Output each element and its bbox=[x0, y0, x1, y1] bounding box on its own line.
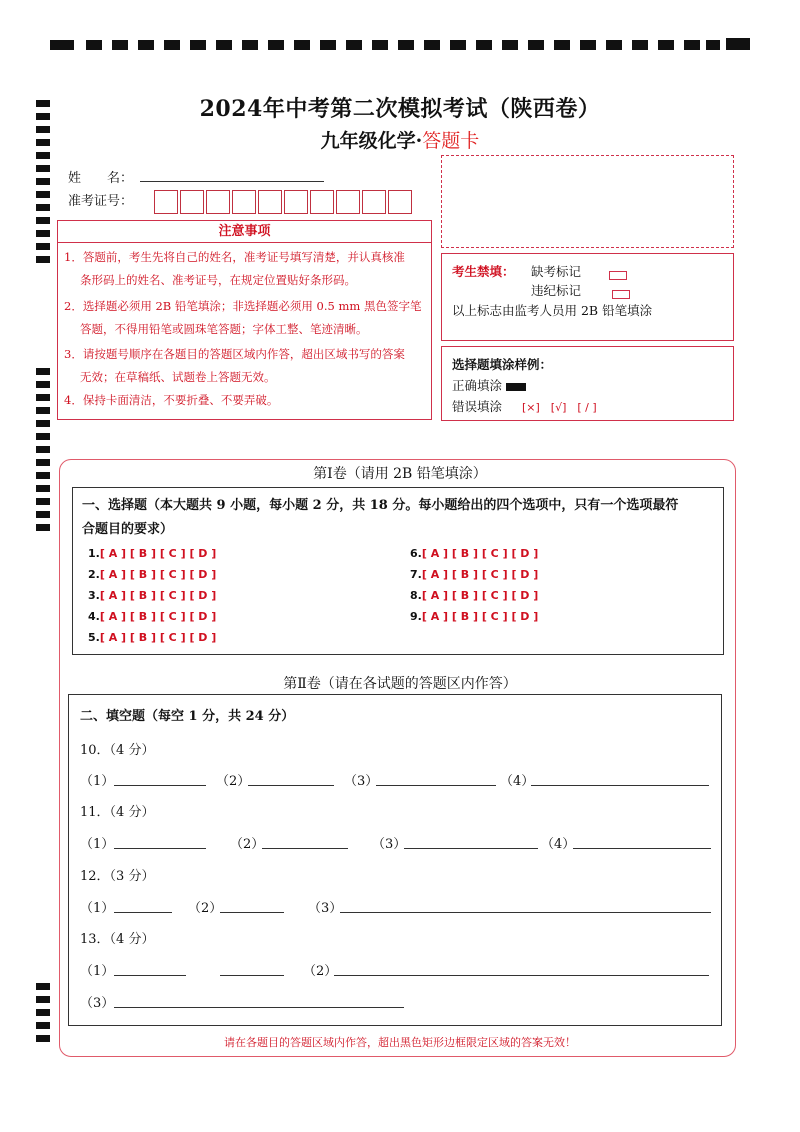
notice-item-4 bbox=[64, 389, 430, 412]
timing-mark bbox=[36, 407, 50, 414]
blank-label-1: （1） bbox=[80, 964, 115, 979]
part2-heading: 第Ⅱ卷（请在各试题的答题区内作答） bbox=[283, 676, 517, 692]
answer-bubbles[interactable]: [ A ] [ B ] [ C ] [ D ] bbox=[99, 631, 217, 644]
notice-line: 无效；在草稿纸、试题卷上答题无效。 bbox=[80, 370, 276, 384]
timing-mark bbox=[684, 40, 700, 50]
absent-mark-label: 缺考标记 bbox=[531, 264, 582, 279]
exam-id-digit-box[interactable] bbox=[284, 190, 308, 214]
page-subtitle bbox=[0, 126, 800, 153]
blank-label-2: （2） bbox=[303, 964, 338, 979]
timing-mark bbox=[36, 420, 50, 427]
correct-fill-text: 正确填涂 bbox=[452, 378, 503, 393]
timing-mark bbox=[706, 40, 720, 50]
exam-id-digit-box[interactable] bbox=[180, 190, 204, 214]
absent-mark-box[interactable] bbox=[609, 265, 627, 284]
blank-label-3: （3） bbox=[344, 774, 379, 789]
q10-blank-3[interactable] bbox=[376, 785, 496, 786]
notice-line: 条形码上的姓名、准考证号，在规定位置贴好条形码。 bbox=[80, 273, 356, 287]
notice-line: 1．答题前，考生先将自己的姓名，准考证号填写清楚，并认真核准 bbox=[64, 250, 405, 264]
timing-mark bbox=[36, 381, 50, 388]
timing-mark bbox=[36, 1022, 50, 1029]
blank-label-3: （3） bbox=[308, 901, 343, 916]
answer-row-5[interactable] bbox=[88, 631, 216, 644]
subtitle-answer-card: 答题卡 bbox=[422, 130, 480, 152]
footer-warning: 请在各题目的答题区域内作答，超出黑色矩形边框限定区域的答案无效！ bbox=[224, 1036, 576, 1049]
question-number: 9. bbox=[410, 610, 422, 623]
timing-mark bbox=[138, 40, 154, 50]
timing-mark bbox=[36, 243, 50, 250]
notice-header-bar bbox=[57, 221, 432, 243]
q11-label: 11．（4 分） bbox=[80, 805, 155, 820]
name-label: 姓 名： bbox=[68, 171, 134, 186]
timing-mark bbox=[36, 368, 50, 375]
answer-bubbles[interactable]: [ A ] [ B ] [ C ] [ D ] bbox=[99, 568, 217, 581]
q10-label: 10．（4 分） bbox=[80, 743, 155, 758]
timing-mark bbox=[36, 256, 50, 263]
exam-id-digit-box[interactable] bbox=[258, 190, 282, 214]
answer-row-3[interactable] bbox=[88, 589, 216, 602]
timing-mark bbox=[36, 1009, 50, 1016]
q13-blank-3[interactable] bbox=[114, 1007, 404, 1008]
timing-mark bbox=[36, 152, 50, 159]
timing-mark bbox=[554, 40, 570, 50]
q10-blank-4[interactable] bbox=[531, 785, 709, 786]
q11-blank-2[interactable] bbox=[262, 848, 348, 849]
question-number: 8. bbox=[410, 589, 422, 602]
page-title: 2024年中考第二次模拟考试（陕西卷） bbox=[199, 96, 601, 122]
q13-blank-1b[interactable] bbox=[220, 975, 284, 976]
timing-mark bbox=[658, 40, 674, 50]
blank-label-2: （2） bbox=[216, 774, 251, 789]
timing-mark bbox=[50, 40, 74, 50]
barcode-area bbox=[441, 155, 734, 248]
subtitle-main: 九年级化学· bbox=[320, 130, 423, 152]
blank-label-1: （1） bbox=[80, 774, 115, 789]
notice-item-2 bbox=[64, 295, 430, 341]
blank-label-4: （4） bbox=[500, 774, 535, 789]
answer-row-1[interactable] bbox=[88, 547, 216, 560]
exam-id-digit-box[interactable] bbox=[310, 190, 334, 214]
correct-fill-sample bbox=[506, 383, 526, 391]
exam-mark-note: 以上标志由监考人员用 2B 铅笔填涂 bbox=[452, 303, 653, 318]
timing-mark bbox=[164, 40, 180, 50]
part1-heading: 第Ⅰ卷（请用 2B 铅笔填涂） bbox=[313, 466, 487, 482]
timing-mark bbox=[36, 983, 50, 990]
answer-bubbles[interactable]: [ A ] [ B ] [ C ] [ D ] bbox=[99, 610, 217, 623]
notice-heading: 注意事项 bbox=[218, 224, 271, 239]
answer-bubbles[interactable]: [ A ] [ B ] [ C ] [ D ] bbox=[421, 589, 539, 602]
answer-bubbles[interactable]: [ A ] [ B ] [ C ] [ D ] bbox=[421, 547, 539, 560]
notice-line: 4．保持卡面清洁，不要折叠、不要弄破。 bbox=[64, 393, 279, 407]
notice-line: 答题，不得用铅笔或圆珠笔答题；字体工整、笔迹清晰。 bbox=[80, 322, 368, 336]
correct-fill-label bbox=[452, 376, 526, 394]
wrong-fill-label: 错误填涂 bbox=[452, 399, 503, 414]
timing-mark bbox=[606, 40, 622, 50]
question-number: 7. bbox=[410, 568, 422, 581]
timing-mark bbox=[36, 178, 50, 185]
timing-mark bbox=[632, 40, 648, 50]
timing-mark bbox=[346, 40, 362, 50]
answer-row-7[interactable] bbox=[410, 568, 538, 581]
blank-label-1: （1） bbox=[80, 901, 115, 916]
timing-mark bbox=[36, 217, 50, 224]
notice-item-1 bbox=[64, 246, 430, 292]
timing-mark bbox=[36, 446, 50, 453]
timing-mark bbox=[36, 433, 50, 440]
answer-bubbles[interactable]: [ A ] [ B ] [ C ] [ D ] bbox=[421, 568, 539, 581]
blank-label-3: （3） bbox=[372, 837, 407, 852]
q12-blank-3[interactable] bbox=[340, 912, 711, 913]
timing-mark bbox=[476, 40, 492, 50]
exam-id-digit-box[interactable] bbox=[388, 190, 412, 214]
answer-row-6[interactable] bbox=[410, 547, 538, 560]
choice-question-line1: 一、选择题（本大题共 9 小题，每小题 2 分，共 18 分。每小题给出的四个选项中，只有一个选项最符 bbox=[82, 498, 679, 513]
timing-mark bbox=[36, 485, 50, 492]
exam-mark-label: 考生禁填： bbox=[452, 264, 515, 279]
timing-mark bbox=[450, 40, 466, 50]
timing-mark bbox=[36, 394, 50, 401]
timing-mark bbox=[36, 498, 50, 505]
timing-mark bbox=[36, 996, 50, 1003]
timing-mark bbox=[372, 40, 388, 50]
exam-id-digit-box[interactable] bbox=[232, 190, 256, 214]
timing-mark bbox=[528, 40, 544, 50]
timing-mark bbox=[36, 165, 50, 172]
q12-blank-2[interactable] bbox=[220, 912, 284, 913]
choice-question-line2: 合题目的要求） bbox=[82, 522, 174, 537]
timing-mark bbox=[216, 40, 232, 50]
q11-blank-1[interactable] bbox=[114, 848, 206, 849]
blank-label-2: （2） bbox=[188, 901, 223, 916]
fill-example-heading: 选择题填涂样例： bbox=[452, 357, 553, 372]
answer-row-8[interactable] bbox=[410, 589, 538, 602]
answer-row-2[interactable] bbox=[88, 568, 216, 581]
q13-blank-1a[interactable] bbox=[114, 975, 186, 976]
answer-row-9[interactable] bbox=[410, 610, 538, 623]
exam-id-label: 准考证号： bbox=[68, 194, 134, 209]
fill-blank-title: 二、填空题（每空 1 分，共 24 分） bbox=[80, 709, 295, 724]
q13-blank-2[interactable] bbox=[334, 975, 709, 976]
timing-mark bbox=[580, 40, 596, 50]
timing-mark bbox=[86, 40, 102, 50]
exam-id-digit-box[interactable] bbox=[206, 190, 230, 214]
timing-mark bbox=[36, 511, 50, 518]
timing-mark bbox=[398, 40, 414, 50]
question-number: 4. bbox=[88, 610, 100, 623]
notice-item-3 bbox=[64, 343, 430, 389]
violation-mark-label: 违纪标记 bbox=[531, 283, 582, 298]
q11-blank-3[interactable] bbox=[404, 848, 538, 849]
blank-label-2: （2） bbox=[230, 837, 265, 852]
timing-mark bbox=[320, 40, 336, 50]
answer-bubbles[interactable]: [ A ] [ B ] [ C ] [ D ] bbox=[421, 610, 539, 623]
blank-label-1: （1） bbox=[80, 837, 115, 852]
timing-mark bbox=[36, 204, 50, 211]
timing-mark bbox=[36, 191, 50, 198]
question-number: 5. bbox=[88, 631, 100, 644]
q12-blank-1[interactable] bbox=[114, 912, 172, 913]
q10-blank-1[interactable] bbox=[114, 785, 206, 786]
timing-mark bbox=[190, 40, 206, 50]
timing-mark bbox=[36, 524, 50, 531]
name-input[interactable] bbox=[140, 181, 324, 182]
timing-mark bbox=[294, 40, 310, 50]
blank-label-3: （3） bbox=[80, 996, 115, 1011]
answer-row-4[interactable] bbox=[88, 610, 216, 623]
timing-mark bbox=[268, 40, 284, 50]
q11-blank-4[interactable] bbox=[573, 848, 711, 849]
question-number: 1. bbox=[88, 547, 100, 560]
timing-mark bbox=[112, 40, 128, 50]
exam-id-digit-box[interactable] bbox=[362, 190, 386, 214]
q10-blank-2[interactable] bbox=[248, 785, 334, 786]
timing-mark bbox=[242, 40, 258, 50]
q13-label: 13．（4 分） bbox=[80, 932, 155, 947]
exam-id-digit-box[interactable] bbox=[336, 190, 360, 214]
q12-label: 12．（3 分） bbox=[80, 869, 155, 884]
notice-line: 3．请按题号顺序在各题目的答题区域内作答，超出区域书写的答案 bbox=[64, 347, 405, 361]
notice-line: 2．选择题必须用 2B 铅笔填涂；非选择题必须用 0.5 mm 黑色签字笔 bbox=[64, 299, 422, 313]
wrong-fill-samples: [×] [√] [ / ] bbox=[522, 401, 597, 414]
timing-mark bbox=[36, 230, 50, 237]
answer-bubbles[interactable]: [ A ] [ B ] [ C ] [ D ] bbox=[99, 589, 217, 602]
question-number: 2. bbox=[88, 568, 100, 581]
blank-label-4: （4） bbox=[541, 837, 576, 852]
exam-id-digit-box[interactable] bbox=[154, 190, 178, 214]
timing-mark bbox=[424, 40, 440, 50]
answer-bubbles[interactable]: [ A ] [ B ] [ C ] [ D ] bbox=[99, 547, 217, 560]
timing-mark bbox=[502, 40, 518, 50]
timing-mark bbox=[726, 38, 750, 50]
question-number: 6. bbox=[410, 547, 422, 560]
fill-blank-box bbox=[68, 694, 722, 1026]
question-number: 3. bbox=[88, 589, 100, 602]
